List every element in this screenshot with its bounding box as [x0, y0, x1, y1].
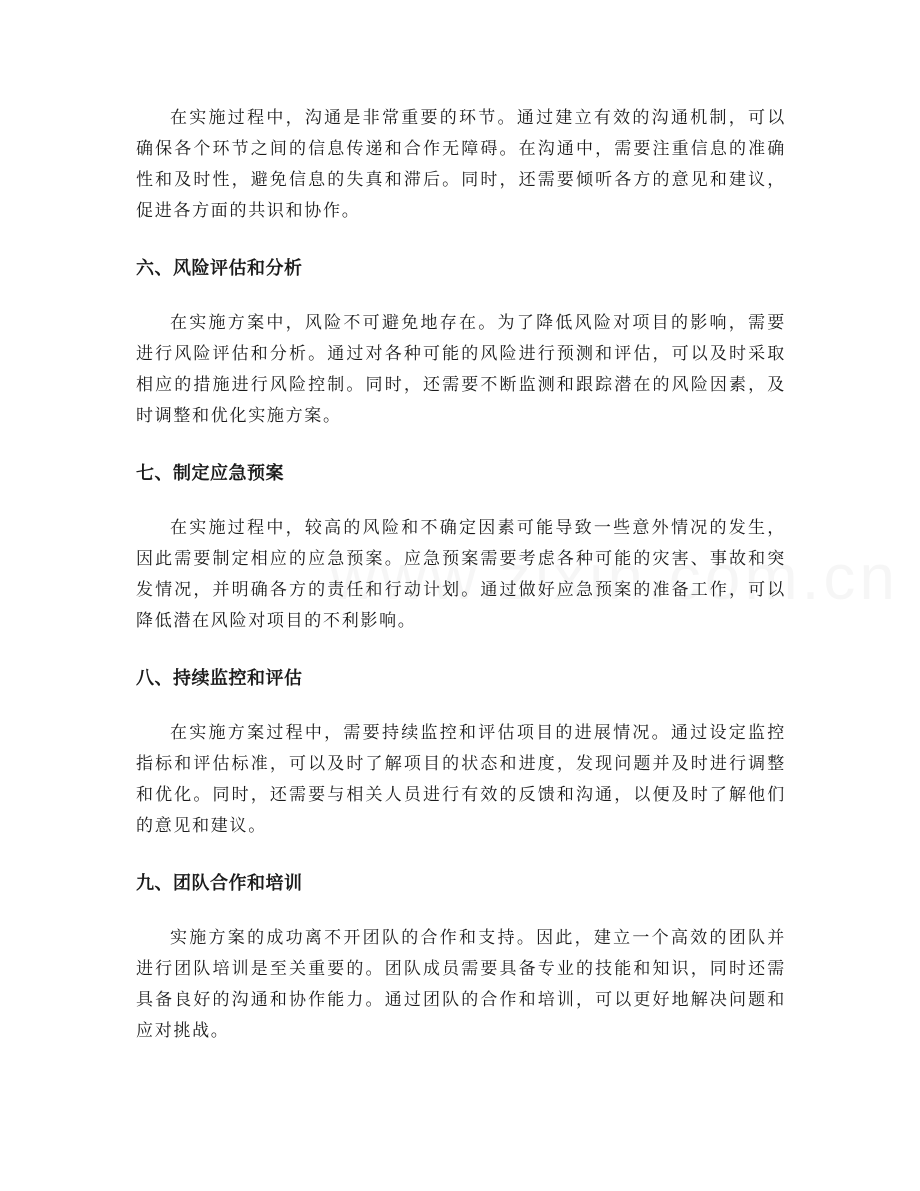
section-paragraph-risk-assessment: 在实施方案中，风险不可避免地存在。为了降低风险对项目的影响，需要进行风险评估和分析。通过对各种可能的风险进行预测和评估，可以及时采取相应的措施进行风险控制。同时，还需要不断监测和跟踪潜在的风险因素，及时调整和优化实施方案。: [136, 313, 786, 426]
section-paragraph-teamwork: 实施方案的成功离不开团队的合作和支持。因此，建立一个高效的团队并进行团队培训是至关重要的。团队成员需要具备专业的技能和知识，同时还需具备良好的沟通和协作能力。通过团队的合作和培训，可以更好地解决问题和应对挑战。: [136, 928, 786, 1041]
section-heading-emergency-plan: 七、制定应急预案: [136, 463, 284, 484]
intro-paragraph: 在实施过程中，沟通是非常重要的环节。通过建立有效的沟通机制，可以确保各个环节之间的信息传递和合作无障碍。在沟通中，需要注重信息的准确性和及时性，避免信息的失真和滞后。同时，还需要倾听各方的意见和建议，促进各方面的共识和协作。: [136, 108, 786, 221]
section-heading-risk-assessment: 六、风险评估和分析: [136, 258, 303, 279]
document-body: [136, 103, 786, 1047]
section-heading-teamwork: 九、团队合作和培训: [136, 873, 303, 894]
section-paragraph-monitoring: 在实施方案过程中，需要持续监控和评估项目的进展情况。通过设定监控指标和评估标准，可以及时了解项目的状态和进度，发现问题并及时进行调整和优化。同时，还需要与相关人员进行有效的反馈和沟通，以便及时了解他们的意见和建议。: [136, 723, 786, 836]
section-heading-monitoring: 八、持续监控和评估: [136, 668, 303, 689]
section-paragraph-emergency-plan: 在实施过程中，较高的风险和不确定因素可能导致一些意外情况的发生，因此需要制定相应的应急预案。应急预案需要考虑各种可能的灾害、事故和突发情况，并明确各方的责任和行动计划。通过做好应急预案的准备工作，可以降低潜在风险对项目的不利影响。: [136, 518, 786, 631]
